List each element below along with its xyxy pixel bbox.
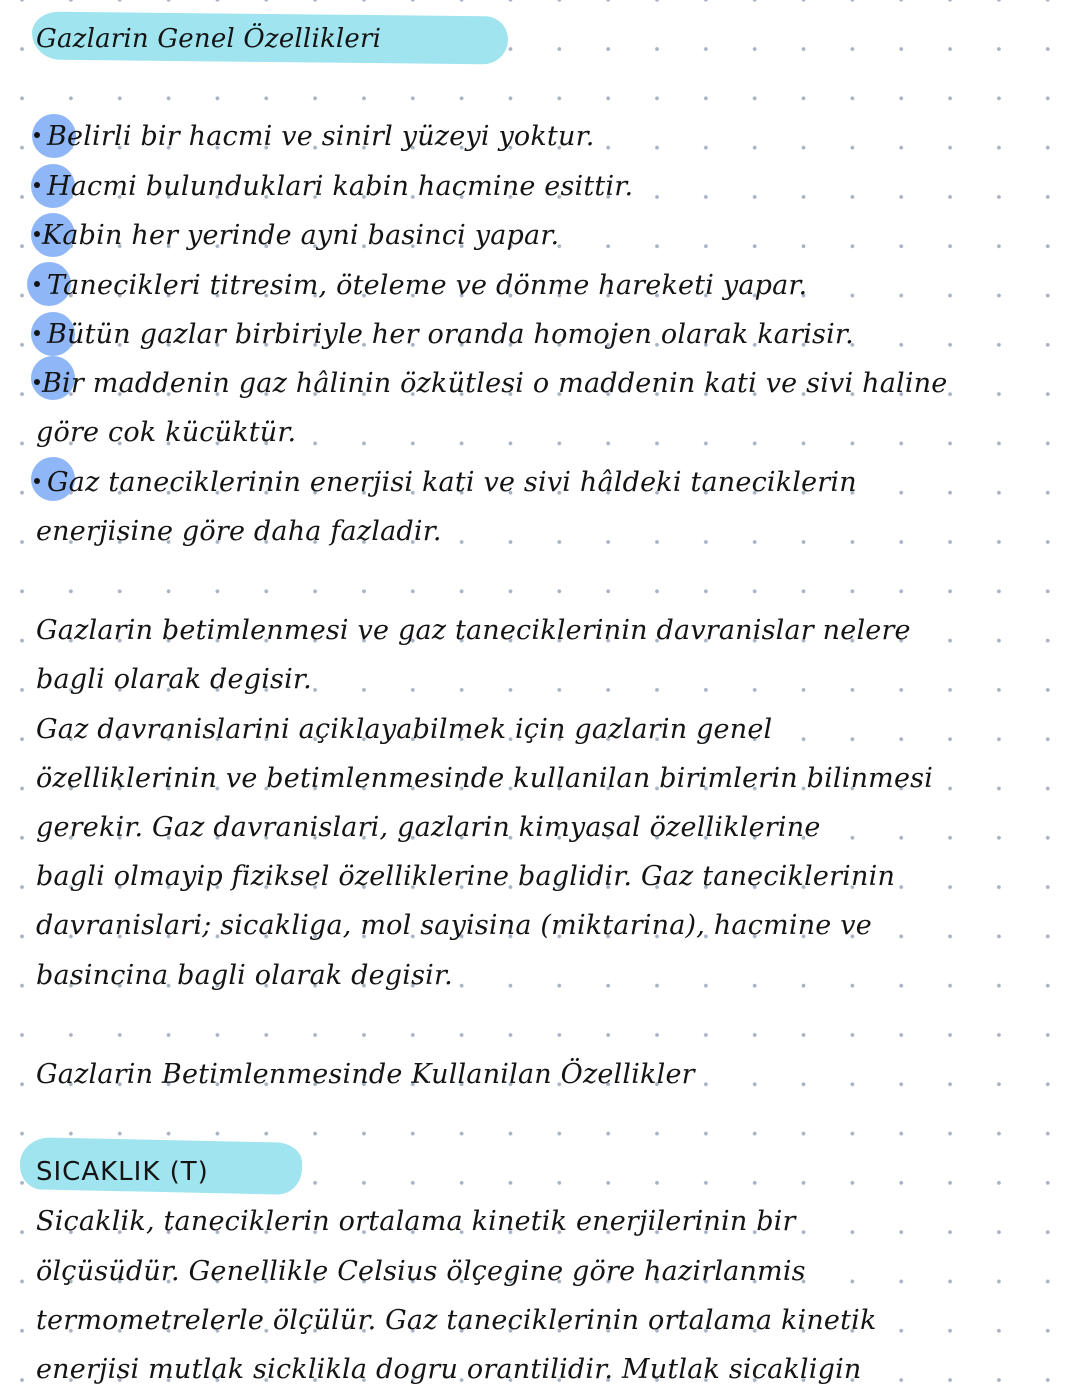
bullet-dot-icon: [34, 132, 40, 138]
paragraph-line: bagli olarak degisir.: [36, 664, 312, 695]
list-item-text: Tanecikleri titresim, öteleme ve dönme hareketi yapar.: [47, 270, 808, 301]
paragraph-line: gerekir. Gaz davranislari, gazlarin kimyasal özelliklerine: [36, 812, 821, 843]
list-item-text: Hacmi bulunduklari kabin hacmine esittir.: [47, 171, 634, 202]
list-item-text: Kabin her yerinde ayni basinci yapar.: [42, 220, 560, 251]
subsection-title: SICAKLIK (T): [36, 1157, 209, 1187]
paragraph-line: davranislari; sicakliga, mol sayisina (miktarina), hacmine ve: [36, 910, 872, 941]
paragraph-line: bagli olmayip fiziksel özelliklerine baglidir. Gaz taneciklerinin: [36, 861, 896, 892]
list-item-text: Bir maddenin gaz hâlinin özkütlesi o maddenin kati ve sivi haline: [42, 368, 948, 399]
paragraph-line: Sicaklik, taneciklerin ortalama kinetik enerjilerinin bir: [36, 1206, 796, 1237]
paragraph-line: termometrelerle ölçülür. Gaz taneciklerinin ortalama kinetik: [36, 1305, 877, 1336]
page-title: Gazlarin Genel Özellikleri: [36, 24, 382, 54]
bullet-dot-icon: [34, 231, 40, 237]
bullet-dot-icon: [34, 330, 40, 336]
list-item: [34, 162, 633, 211]
bullet-dot-icon: [34, 281, 40, 287]
paragraph-line: Gazlarin betimlenmesi ve gaz taneciklerinin davranislar nelere: [36, 615, 911, 646]
paragraph-line: özelliklerinin ve betimlenmesinde kullanilan birimlerin bilinmesi: [36, 763, 934, 794]
list-item: [34, 112, 595, 161]
paragraph-line: basincina bagli olarak degisir.: [36, 960, 453, 991]
paragraph-line: Gaz davranislarini açiklayabilmek için gazlarin genel: [36, 714, 773, 745]
list-item: [34, 458, 857, 507]
bullet-dot-icon: [34, 182, 40, 188]
bullet-dot-icon: [34, 379, 40, 385]
paragraph-line: ölçüsüdür. Genellikle Celsius ölçegine göre hazirlanmis: [36, 1256, 806, 1287]
list-item-continuation: enerjisine göre daha fazladir.: [36, 516, 442, 547]
list-item-text: Bütün gazlar birbiriyle her oranda homojen olarak karisir.: [47, 319, 854, 350]
list-item-text: Belirli bir hacmi ve sinirl yüzeyi yoktur.: [47, 121, 595, 152]
list-item-text: Gaz taneciklerinin enerjisi kati ve sivi hâldeki taneciklerin: [47, 467, 857, 498]
bullet-dot-icon: [34, 478, 40, 484]
list-item: [34, 211, 559, 260]
list-item: [34, 261, 807, 310]
section-heading: Gazlarin Betimlenmesinde Kullanilan Özellikler: [36, 1059, 695, 1090]
paragraph-line: enerjisi mutlak sicklikla dogru orantilidir. Mutlak sicakligin: [36, 1354, 862, 1385]
list-item-continuation: göre cok kücüktür.: [36, 417, 297, 448]
list-item: [34, 310, 854, 359]
list-item: [34, 359, 947, 408]
